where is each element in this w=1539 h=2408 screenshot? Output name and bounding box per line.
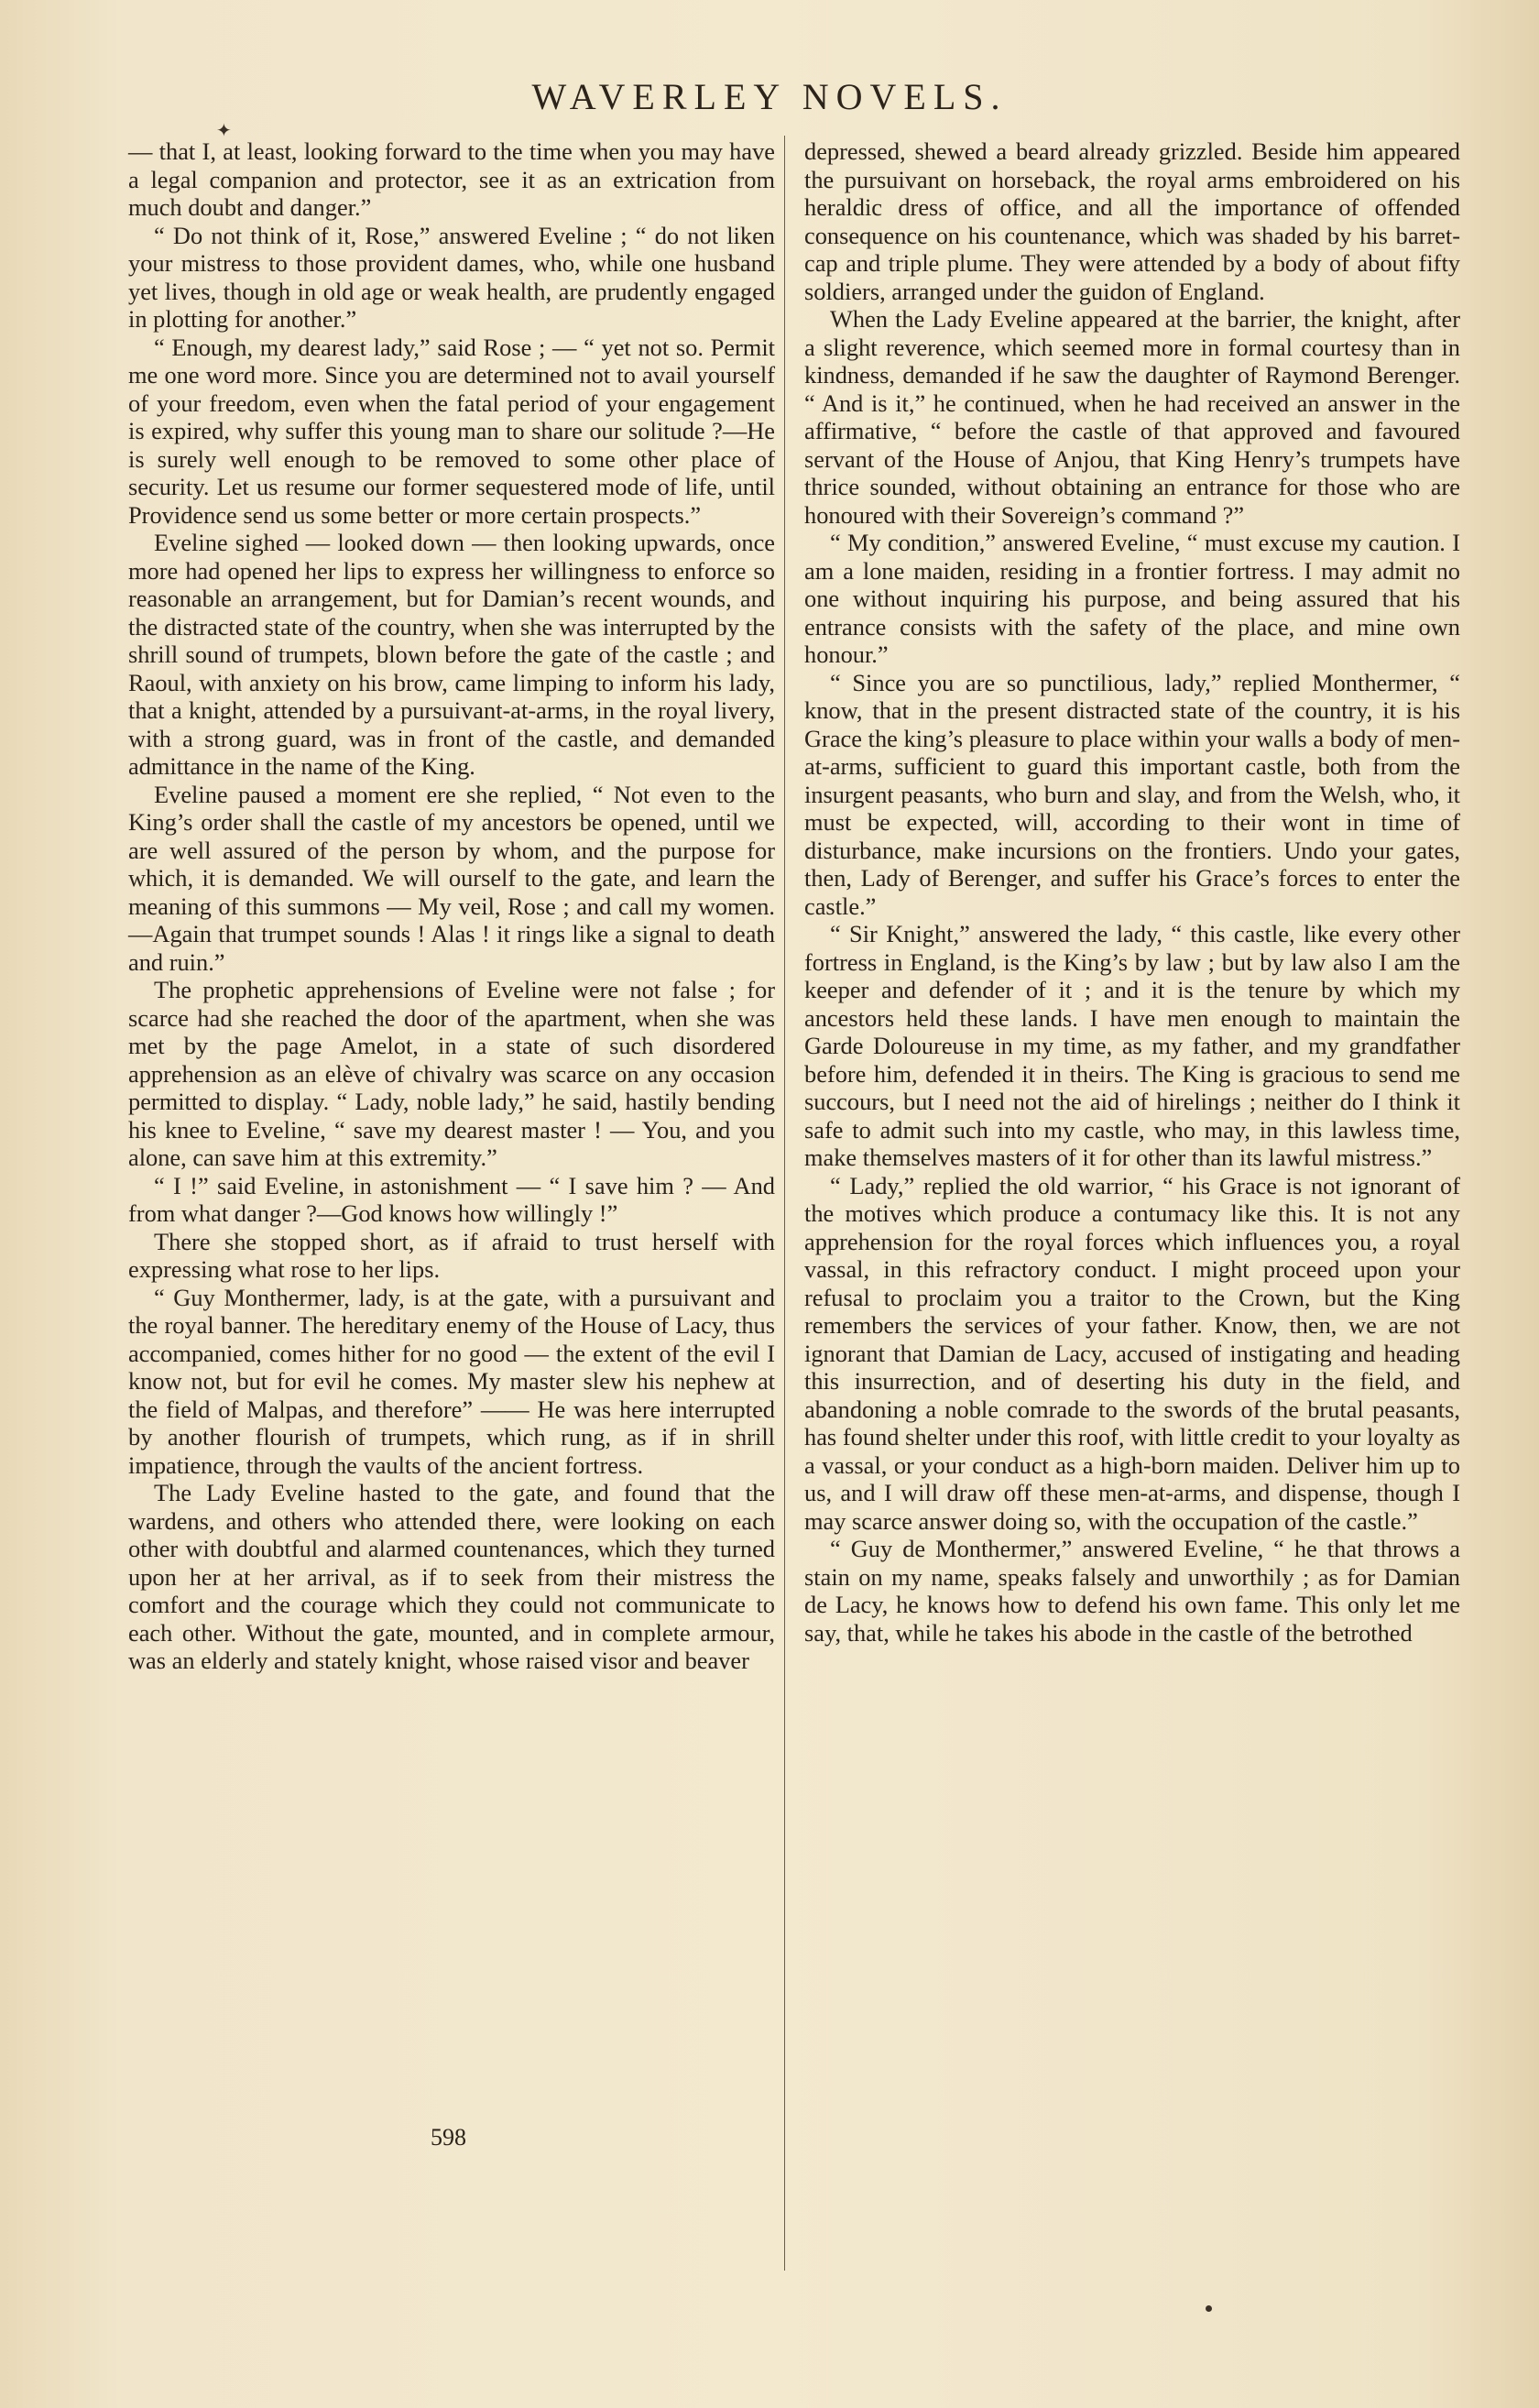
paragraph: The prophetic apprehensions of Eveline were not false ; for scarce had she reached the door of the apartment, when she was met by the page Amelot, in a state of such disordered apprehension as an elève of chivalry was scarce on any occasion permitted to display. “ Lady, noble lady,” he said, hastily bending his knee to Eveline, “ save my dearest master ! — You, and you alone, can save him at this extremity.”: [128, 976, 775, 1171]
corner-mark: ✦: [216, 121, 232, 141]
paragraph: Eveline sighed — looked down — then looking upwards, once more had opened her lips to express her willingness to enforce so reasonable an arrangement, but for Damian’s recent wounds, and the distracted state of the country, when she was interrupted by the shrill sound of trumpets, blown before the gate of the castle ; and Raoul, with anxiety on his brow, came limping to inform his lady, that a knight, attended by a pursuivant-at-arms, in the royal livery, with a strong guard, was in front of the castle, and demanded admittance in the name of the King.: [128, 529, 775, 780]
paragraph: “ Since you are so punctilious, lady,” replied Monthermer, “ know, that in the present distracted state of the country, it is his Grace the king’s pleasure to place within your walls a body of men-at-arms, sufficient to guard this important castle, both from the insurgent peasants, who burn and slay, and from the Welsh, who, it must be expected, will, according to their wont in time of disturbance, make incursions on the frontiers. Undo your gates, then, Lady of Berenger, and suffer his Grace’s forces to enter the castle.”: [804, 668, 1460, 920]
paragraph: “ Lady,” replied the old warrior, “ his Grace is not ignorant of the motives which produce a contumacy like this. It is not any apprehension for the royal forces which influences you, a royal vassal, in this refractory conduct. I might proceed upon your refusal to proclaim you a traitor to the Crown, but the King remembers the services of your father. Know, then, we are not ignorant that Damian de Lacy, accused of instigating and heading this insurrection, and of deserting his duty in the field, and abandoning a noble comrade to the swords of the brutal peasants, has found shelter under this roof, with little credit to your loyalty as a vassal, or your conduct as a high-born maiden. Deliver him up to us, and I will draw off these men-at-arms, and dispense, though I may scarce answer doing so, with the occupation of the castle.”: [804, 1171, 1460, 1535]
paragraph: “ Enough, my dearest lady,” said Rose ; — “ yet not so. Permit me one word more. Since you are determined not to avail yourself of your freedom, even when the fatal period of your engagement is expired, why suffer this young man to share our solitude ?—He is surely well enough to be removed to some other place of security. Let us resume our former sequestered mode of life, until Providence send us some better or more certain prospects.”: [128, 333, 775, 529]
ink-dot: [1206, 2305, 1212, 2312]
paragraph: “ Guy de Monthermer,” answered Eveline, “ he that throws a stain on my name, speaks falsely and unworthily ; as for Damian de Lacy, he knows how to defend his own fame. This only let me say, that, while he takes his abode in the castle of the betrothed: [804, 1535, 1460, 1647]
paragraph: When the Lady Eveline appeared at the barrier, the knight, after a slight reverence, which seemed more in formal courtesy than in kindness, demanded if he saw the daughter of Raymond Berenger. “ And is it,” he continued, when he had received an answer in the affirmative, “ before the castle of that approved and favoured servant of the House of Anjou, that King Henry’s trumpets have thrice sounded, without obtaining an entrance for those who are honoured with their Sovereign’s command ?”: [804, 305, 1460, 529]
paragraph: “ Do not think of it, Rose,” answered Eveline ; “ do not liken your mistress to those provident dames, who, while one husband yet lives, though in old age or weak health, are prudently engaged in plotting for another.”: [128, 221, 775, 333]
paragraph: There she stopped short, as if afraid to trust herself with expressing what rose to her lips.: [128, 1227, 775, 1283]
column-divider: [784, 136, 785, 2271]
right-column: [804, 137, 1460, 1647]
paragraph: depressed, shewed a beard already grizzled. Beside him appeared the pursuivant on horseback, the royal arms embroidered on his heraldic dress of office, and all the importance of offended consequence on his countenance, which was shaded by his barret-cap and triple plume. They were attended by a body of about fifty soldiers, arranged under the guidon of England.: [804, 137, 1460, 305]
paragraph: “ I !” said Eveline, in astonishment — “ I save him ? — And from what danger ?—God knows how willingly !”: [128, 1171, 775, 1227]
running-head: WAVERLEY NOVELS.: [531, 76, 1008, 117]
page-number: 598: [431, 2124, 466, 2151]
paragraph: Eveline paused a moment ere she replied, “ Not even to the King’s order shall the castle of my ancestors be opened, until we are well assured of the person by whom, and the purpose for which, it is demanded. We will ourself to the gate, and learn the meaning of this summons — My veil, Rose ; and call my women.—Again that trumpet sounds ! Alas ! it rings like a signal to death and ruin.”: [128, 780, 775, 976]
paragraph: “ Sir Knight,” answered the lady, “ this castle, like every other fortress in England, is the King’s by law ; but by law also I am the keeper and defender of it ; and it is the tenure by which my ancestors held these lands. I have men enough to maintain the Garde Doloureuse in my time, as my father, and my grandfather before him, defended it in theirs. The King is gracious to send me succours, but I need not the aid of hirelings ; neither do I think it safe to admit such into my castle, who may, in this lawless time, make themselves masters of it for other than its lawful mistress.”: [804, 920, 1460, 1171]
paragraph: — that I, at least, looking forward to the time when you may have a legal companion and protector, see it as an extrication from much doubt and danger.”: [128, 137, 775, 221]
paragraph: “ My condition,” answered Eveline, “ must excuse my caution. I am a lone maiden, residing in a frontier fortress. I may admit no one without inquiring his purpose, and being assured that his entrance consists with the safety of the place, and mine own honour.”: [804, 529, 1460, 668]
paragraph: The Lady Eveline hasted to the gate, and found that the wardens, and others who attended there, were looking on each other with doubtful and alarmed countenances, which they turned upon her at her arrival, as if to seek from their mistress the comfort and the courage which they could not communicate to each other. Without the gate, mounted, and in complete armour, was an elderly and stately knight, whose raised visor and beaver: [128, 1479, 775, 1674]
left-column: [128, 137, 775, 1675]
paragraph: “ Guy Monthermer, lady, is at the gate, with a pursuivant and the royal banner. The hereditary enemy of the House of Lacy, thus accompanied, comes hither for no good — the extent of the evil I know not, but for evil he comes. My master slew his nephew at the field of Malpas, and therefore” —— He was here interrupted by another flourish of trumpets, which rung, as if in shrill impatience, through the vaults of the ancient fortress.: [128, 1283, 775, 1479]
